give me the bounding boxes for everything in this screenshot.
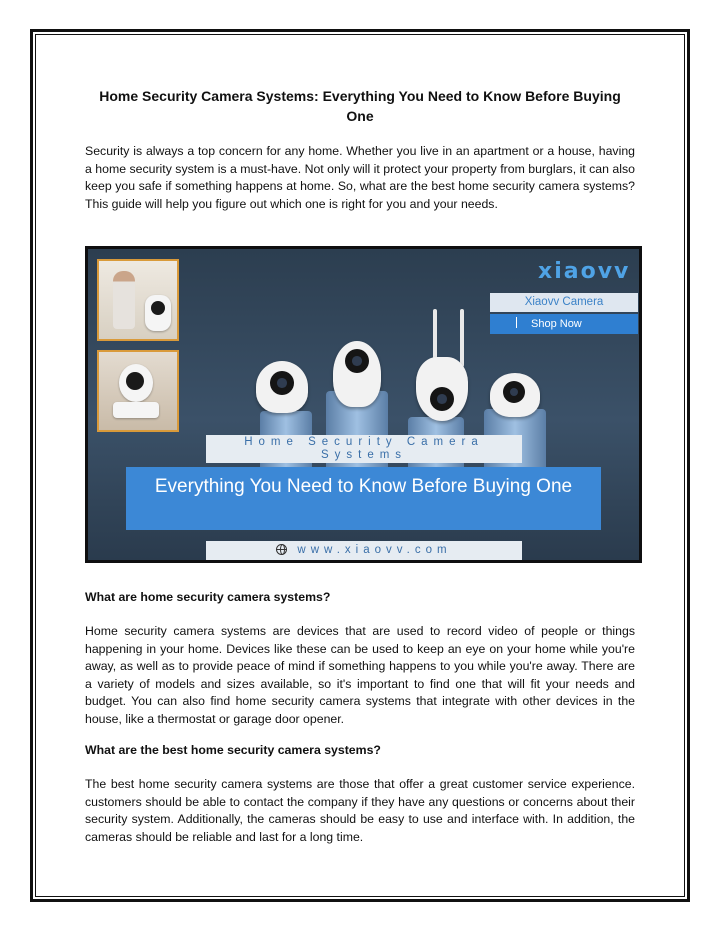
section-paragraph: The best home security camera systems are those that offer a great customer service experience. customers should be able to contact the company if they have any questions or concerns about their security system. Additionally, the cameras should be easy to use and interface with. In addition, the cameras should be reliable and last for a long time. xyxy=(85,777,635,844)
camera-lens-icon xyxy=(126,372,144,390)
shop-now-label xyxy=(490,314,638,334)
banner-canvas xyxy=(88,249,639,560)
shop-now-text: Shop Now xyxy=(531,318,582,330)
banner-url-text: www.xiaovv.com xyxy=(297,544,452,556)
article-title: Home Security Camera Systems: Everything You Need to Know Before Buying One xyxy=(99,88,621,124)
section-paragraph: Home security camera systems are devices that are used to record video of people or things happening in your home. Devices like these can be used to keep an eye on your home while you're away, as well as to provide peace of mind if something happens to you while you're away. There are a variety of models and sizes available, so it's important to find one that will fit your needs and budget. You can also find home security camera systems that integrate with other devices in the house, like a thermostat or garage door opener. xyxy=(85,624,635,726)
desk-camera-thumbnail xyxy=(97,350,179,432)
camera-lens-icon xyxy=(151,301,165,315)
promo-banner-image xyxy=(85,246,642,563)
banner-url xyxy=(206,541,522,560)
woman-figure xyxy=(113,271,135,329)
camera-base-icon xyxy=(113,402,159,418)
antenna-icon xyxy=(460,309,464,367)
intro-paragraph: Security is always a top concern for any home. Whether you live in an apartment or a house, having a home security system is a must-have. Not only will it protect your property from burglars, it can also keep you safe if something happens at home. So, what are the best home security camera systems? This guide will help you figure out which one is right for you and your needs. xyxy=(85,144,635,211)
yoga-woman-camera-thumbnail xyxy=(97,259,179,341)
banner-subtitle: Home Security Camera Systems xyxy=(206,435,522,463)
section-heading: What are the best home security camera systems? xyxy=(85,743,381,757)
banner-headline: Everything You Need to Know Before Buying One xyxy=(126,467,601,530)
xiaovv-logo: xiaovv xyxy=(538,259,631,284)
globe-icon xyxy=(276,544,287,555)
brand-label: Xiaovv Camera xyxy=(490,293,638,312)
section-heading: What are home security camera systems? xyxy=(85,590,331,604)
